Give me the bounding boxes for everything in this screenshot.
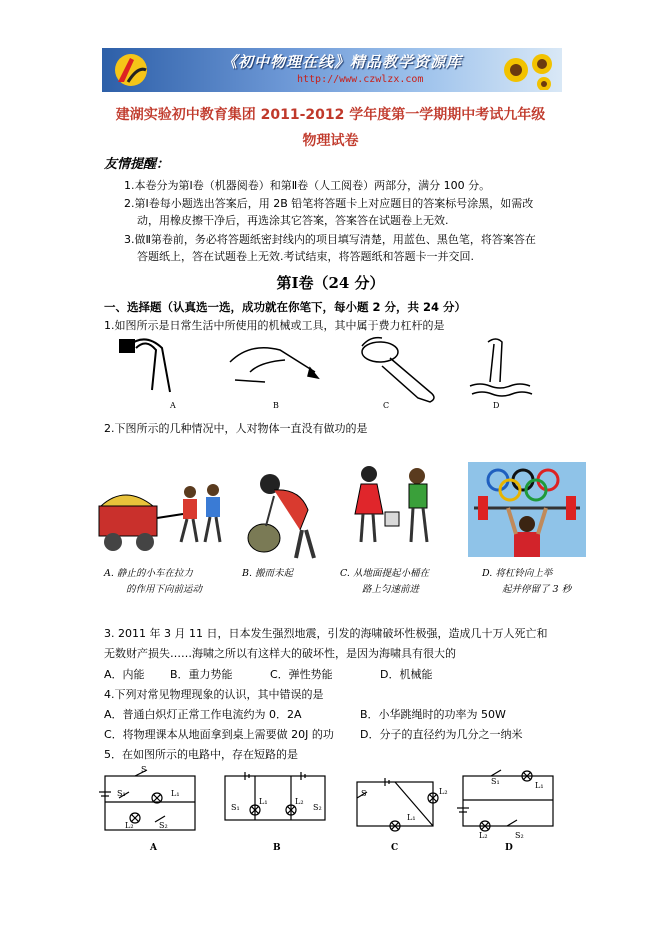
svg-text:S₁: S₁ [231,803,240,812]
svg-text:L₁: L₁ [171,789,180,798]
q4-option-b: B．小华跳绳时的功率为 50W [360,708,506,721]
q4-option-a: A．普通白炽灯正常工作电流约为 0．2A [104,708,302,721]
q4-option-d: D．分子的直径约为几分之一纳米 [360,728,523,741]
notice-heading: 友情提醒： [104,157,170,172]
banner-title: 《初中物理在线》精品教学资源库 [222,53,463,71]
q1-label-b: B [273,401,279,410]
svg-text:L₂: L₂ [295,797,304,806]
q1-label-c: C [383,401,390,410]
people-carrying-bucket-icon [355,466,427,542]
q5-label-b: B [273,843,281,853]
q2-caption-a: A. 静止的小车在拉力 的作用下向前运动 [104,568,203,595]
q2-stem: 2.下图所示的几种情况中，人对物体一直没有做功的是 [104,422,368,435]
notice-item: 动，用橡皮擦干净后，再选涂其它答案，答案答在试题卷上无效. [137,214,449,227]
svg-text:S₁: S₁ [117,789,126,798]
q3-option-d: D．机械能 [380,668,433,681]
svg-text:L₂: L₂ [479,831,488,840]
circuit-a-diagram [99,765,195,830]
svg-text:L₂: L₂ [439,787,448,796]
svg-text:S: S [141,765,147,774]
part1-title: 第Ⅰ卷（24 分） [276,274,385,292]
q1-figure [100,332,540,414]
q5-label-d: D [505,843,513,853]
notice-item: 答题纸上，答在试题卷上无效.考试结束，将答题纸和答题卡一并交回. [137,250,474,263]
svg-text:S₂: S₂ [313,803,322,812]
q2-figure-b [240,470,330,565]
section1-title: 一、选择题（认真选一选，成功就在你笔下，每小题 2 分，共 24 分） [104,300,467,314]
q1-stem: 1.如图所示是日常生活中所使用的机械或工具，其中属于费力杠杆的是 [104,319,445,332]
banner-url[interactable]: http://www.czwlzx.com [297,74,424,85]
notice-item: 3.做Ⅱ第卷前，务必将答题纸密封线内的项目填写清楚，用蓝色、黑色笔，将答案答在 [124,233,536,246]
q3-option-a: A．内能 [104,668,145,681]
hand-tool-icon [230,348,318,382]
svg-text:L₁: L₁ [407,813,416,822]
logo-icon [108,52,154,88]
circuit-b-diagram [225,772,325,820]
q2-caption-b: B. 搬而未起 [242,568,294,579]
exam-title-line2: 物理试卷 [302,133,359,149]
q2-caption-d: D. 将杠铃向上举 起并停留了 3 秒 [482,568,572,595]
q2-figure-c [345,462,440,557]
q1-label-d: D [493,401,500,410]
q1-label-a: A [170,401,176,410]
q5-label-a: A [150,843,157,853]
q5-label-c: C [391,843,399,853]
q2-figure-a [95,462,225,557]
notice-item: 2.第Ⅰ卷每小题选出答案后，用 2B 铅笔将答题卡上对应题目的答案标号涂黑，如需改 [124,197,534,210]
person-lifting-icon [248,474,314,558]
svg-text:L₁: L₁ [535,781,544,790]
svg-text:L₂: L₂ [125,821,134,830]
q3-option-c: C．弹性势能 [270,668,333,681]
q4-stem: 4.下列对常见物理现象的认识，其中错误的是 [104,688,324,701]
svg-text:S₂: S₂ [159,821,168,830]
q5-figure [95,762,565,854]
lever-tool-icon [470,339,532,396]
svg-text:S: S [361,789,367,798]
svg-text:S₂: S₂ [515,831,524,840]
sunflower-icon [498,50,558,90]
pliers-icon [120,339,170,392]
q2-figure-d [468,462,586,557]
q3-option-b: B．重力势能 [170,668,233,681]
svg-text:L₁: L₁ [259,797,268,806]
notice-item: 1.本卷分为第Ⅰ卷（机器阅卷）和第Ⅱ卷（人工阅卷）两部分，满分 100 分。 [124,179,491,192]
bottle-opener-icon [362,338,434,402]
exam-title-line1: 建湖实验初中教育集团 2011-2012 学年度第一学期期中考试九年级 [115,107,546,123]
q2-caption-c: C. 从地面提起小桶在 路上匀速前进 [340,568,429,595]
people-pulling-icon [181,484,220,542]
circuit-c-diagram [357,778,448,831]
q4-option-c: C．将物理课本从地面拿到桌上需要做 20J 的功 [104,728,334,741]
q5-stem: 5．在如图所示的电路中，存在短路的是 [104,748,298,761]
header-banner [102,48,562,92]
q3-line1: 3. 2011 年 3 月 11 日，日本发生强烈地震，引发的海啸破坏性极强，造成几十万人死亡和 [104,627,548,640]
circuit-d-diagram [457,770,553,840]
svg-text:S₁: S₁ [491,777,500,786]
q3-line2: 无数财产损失……海啸之所以有这样大的破坏性，是因为海啸具有很大的 [104,647,456,660]
cart-icon [99,495,183,551]
